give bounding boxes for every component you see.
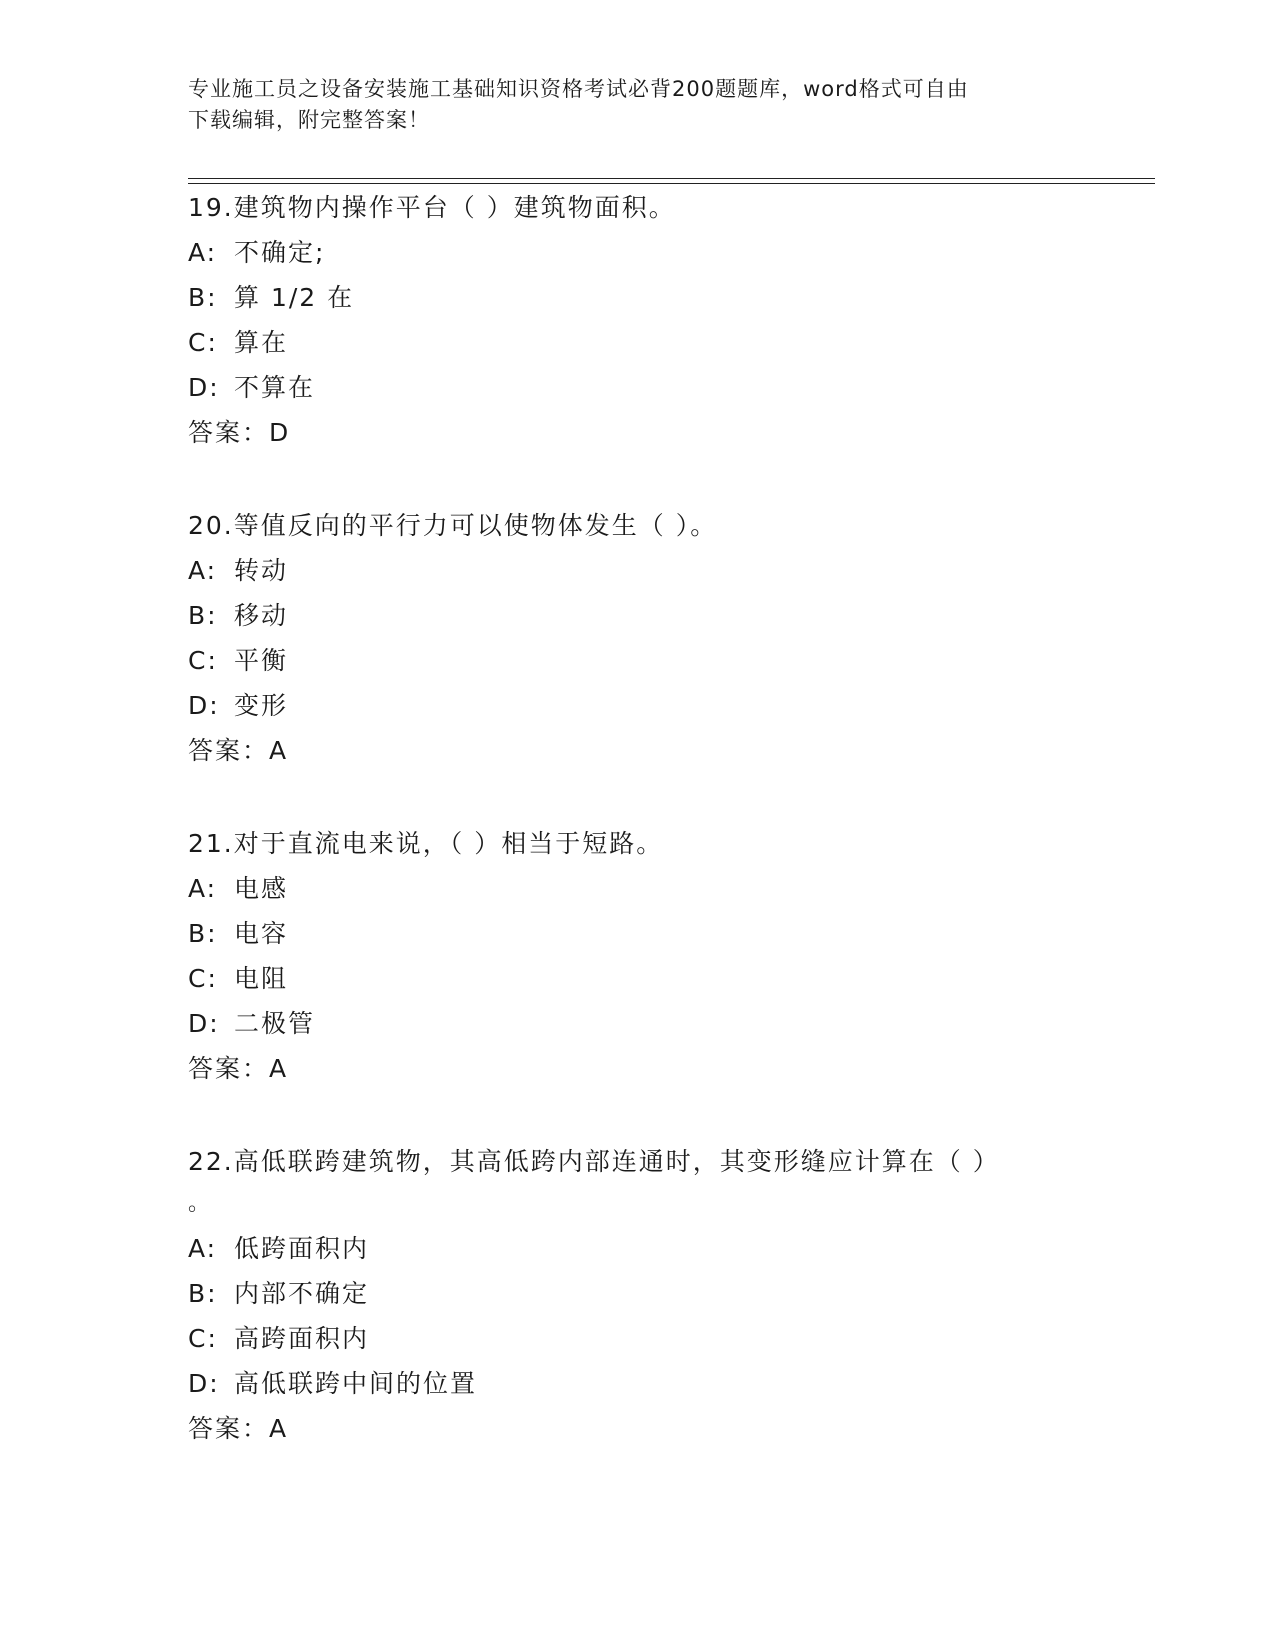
option-text: 转动 <box>234 556 289 585</box>
option-b <box>188 283 1148 313</box>
answer-label: 答案： <box>188 1054 270 1083</box>
option-c <box>188 1324 1148 1354</box>
option-text: 高跨面积内 <box>234 1324 370 1353</box>
option-text: 不算在 <box>234 373 316 402</box>
option-text: 算 1/2 在 <box>234 283 355 312</box>
option-text: 平衡 <box>234 646 289 675</box>
question-22 <box>188 1147 1148 1444</box>
question-stem: 22.高低联跨建筑物，其高低跨内部连通时，其变形缝应计算在（ ） <box>188 1147 1000 1176</box>
header-line-2: 下载编辑，附完整答案！ <box>188 108 430 132</box>
option-key: B: <box>188 919 218 948</box>
option-c <box>188 646 1148 676</box>
answer-line <box>188 418 1148 448</box>
option-a <box>188 238 1148 268</box>
option-text: 二极管 <box>234 1009 316 1038</box>
question-20 <box>188 511 1148 766</box>
answer-line <box>188 736 1148 766</box>
option-key: D: <box>188 691 220 720</box>
option-key: A: <box>188 556 218 585</box>
option-text: 低跨面积内 <box>234 1234 370 1263</box>
option-text: 内部不确定 <box>234 1279 370 1308</box>
option-text: 移动 <box>234 601 289 630</box>
answer-value: A <box>269 1054 288 1083</box>
option-d <box>188 691 1148 721</box>
document-header <box>188 74 1068 136</box>
option-key: D: <box>188 373 220 402</box>
answer-value: D <box>269 418 290 447</box>
option-text: 电容 <box>234 919 289 948</box>
option-key: C: <box>188 646 218 675</box>
option-b <box>188 1279 1148 1309</box>
option-b <box>188 919 1148 949</box>
option-list <box>188 1234 1148 1399</box>
option-key: C: <box>188 328 218 357</box>
question-stem: 21.对于直流电来说，（ ）相当于短路。 <box>188 829 664 858</box>
option-list <box>188 874 1148 1039</box>
option-key: C: <box>188 1324 218 1353</box>
option-text: 不确定; <box>234 238 326 267</box>
option-key: A: <box>188 874 218 903</box>
option-text: 变形 <box>234 691 289 720</box>
question-19 <box>188 193 1148 448</box>
option-d <box>188 1009 1148 1039</box>
option-text: 电阻 <box>234 964 289 993</box>
option-text: 高低联跨中间的位置 <box>234 1369 478 1398</box>
option-key: C: <box>188 964 218 993</box>
option-key: A: <box>188 238 218 267</box>
option-list <box>188 556 1148 721</box>
option-key: B: <box>188 601 218 630</box>
answer-label: 答案： <box>188 736 270 765</box>
option-c <box>188 964 1148 994</box>
question-stem-continuation: 。 <box>188 1191 211 1216</box>
option-text: 电感 <box>234 874 289 903</box>
header-line-1: 专业施工员之设备安装施工基础知识资格考试必背200题题库，word格式可自由 <box>188 77 969 101</box>
option-text: 算在 <box>234 328 289 357</box>
option-d <box>188 373 1148 403</box>
question-stem: 19.建筑物内操作平台（ ）建筑物面积。 <box>188 193 676 222</box>
header-divider-bottom <box>188 183 1155 184</box>
option-key: B: <box>188 283 218 312</box>
option-list <box>188 238 1148 403</box>
option-key: B: <box>188 1279 218 1308</box>
option-a <box>188 1234 1148 1264</box>
option-c <box>188 328 1148 358</box>
answer-label: 答案： <box>188 1414 270 1443</box>
answer-value: A <box>269 1414 288 1443</box>
option-a <box>188 874 1148 904</box>
answer-value: A <box>269 736 288 765</box>
option-a <box>188 556 1148 586</box>
option-key: D: <box>188 1009 220 1038</box>
option-b <box>188 601 1148 631</box>
header-divider-top <box>188 178 1155 179</box>
question-21 <box>188 829 1148 1084</box>
option-key: D: <box>188 1369 220 1398</box>
answer-line <box>188 1414 1148 1444</box>
answer-label: 答案： <box>188 418 270 447</box>
answer-line <box>188 1054 1148 1084</box>
option-key: A: <box>188 1234 218 1263</box>
option-d <box>188 1369 1148 1399</box>
question-stem: 20.等值反向的平行力可以使物体发生（ ）。 <box>188 511 718 540</box>
